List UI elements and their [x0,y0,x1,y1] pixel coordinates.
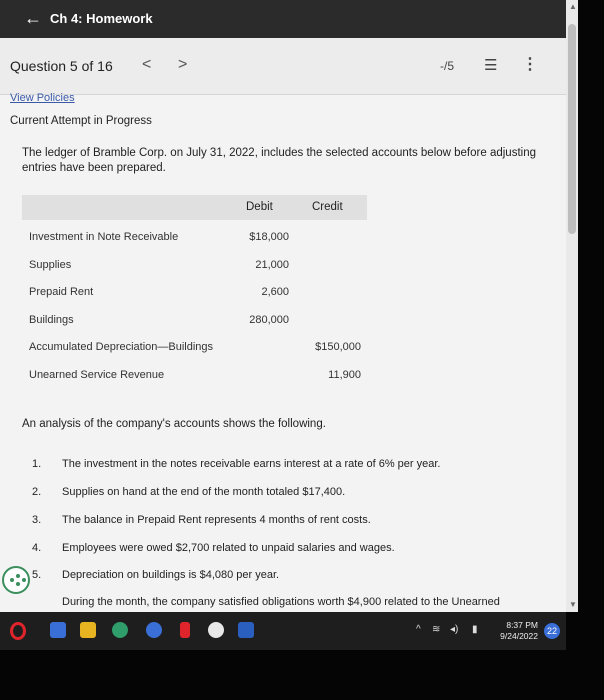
back-arrow-icon[interactable]: ← [24,8,42,28]
debit-value: $18,000 [249,231,289,243]
account-name: Investment in Note Receivable [29,231,179,243]
notification-badge[interactable]: 22 [544,623,560,639]
scroll-up-icon[interactable]: ▲ [569,2,577,11]
account-name: Supplies [29,259,72,271]
item-text: The balance in Prepaid Rent represents 4 months of rent costs. [62,514,371,526]
debit-value: 280,000 [249,314,289,326]
scroll-down-icon[interactable]: ▼ [569,600,577,609]
help-chat-icon[interactable] [2,566,30,594]
volume-icon[interactable]: ◂) [450,624,459,635]
assignment-title: Ch 4: Homework [50,11,153,26]
scrollbar-thumb[interactable] [568,24,576,234]
edge-icon[interactable] [112,622,128,638]
table-row [22,310,367,330]
item-number: 5. [32,569,42,581]
more-options-icon[interactable]: ⋮ [522,56,538,73]
table-row [22,365,367,385]
account-name: Accumulated Depreciation—Buildings [29,341,214,353]
item-text: The investment in the notes receivable earns interest at a rate of 6% per year. [62,458,441,470]
item-number: 1. [32,458,42,470]
list-item [22,596,542,612]
wifi-icon[interactable]: ≋ [432,624,441,635]
item-number: 4. [32,542,42,554]
tray-chevron-icon[interactable]: ^ [416,624,421,635]
item-number: 3. [32,514,42,526]
file-explorer-icon[interactable] [80,622,96,638]
debit-header: Debit [246,201,273,213]
account-name: Buildings [29,314,74,326]
time-text: 8:37 PM [506,620,538,630]
question-counter: Question 5 of 16 [10,58,113,74]
table-row [22,337,367,357]
app-red-icon[interactable] [180,622,190,638]
windows-taskbar [0,612,566,650]
question-intro: The ledger of Bramble Corp. on July 31, 2022, includes the selected accounts below before adjusting entries have been prepared. [22,147,536,174]
store-icon[interactable] [50,622,66,638]
list-item [22,569,542,589]
list-item [22,458,542,478]
debit-value: 21,000 [255,259,289,271]
browser-icon[interactable] [146,622,162,638]
next-question-button[interactable]: > [178,56,188,73]
item-text: Depreciation on buildings is $4,080 per year. [62,569,280,581]
top-bar [0,0,566,38]
credit-value: $150,000 [315,341,361,353]
item-text: Supplies on hand at the end of the month totaled $17,400. [62,486,346,498]
question-bar [0,38,566,95]
clock[interactable] [494,620,538,642]
account-name: Prepaid Rent [29,286,94,298]
word-icon[interactable] [238,622,254,638]
credit-value: 11,900 [328,369,361,381]
list-item [22,514,542,534]
question-list-icon[interactable]: ☰ [484,57,498,74]
opera-icon[interactable] [10,622,26,640]
item-text: Employees were owed $2,700 related to unpaid salaries and wages. [62,542,395,554]
credit-header: Credit [312,201,343,213]
table-row [22,255,367,275]
item-text: During the month, the company satisfied obligations worth $4,900 related to the Unearned [62,596,500,608]
table-row [22,282,367,302]
item-number: 2. [32,486,42,498]
previous-question-button[interactable]: < [142,56,152,73]
attempt-status: Current Attempt in Progress [10,115,152,127]
date-text: 9/24/2022 [500,631,538,641]
list-item [22,486,542,506]
view-policies-link[interactable]: View Policies [10,92,75,104]
score-display: -/5 [440,59,455,73]
account-name: Unearned Service Revenue [29,369,165,381]
vertical-scrollbar[interactable] [566,0,578,612]
question-content [0,130,566,612]
analysis-intro: An analysis of the company's accounts shows the following. [22,418,326,430]
ledger-header [22,195,367,220]
debit-value: 2,600 [261,286,289,298]
battery-icon[interactable]: ▮ [472,624,478,635]
table-row [22,227,367,247]
chrome-icon[interactable] [208,622,224,638]
list-item [22,542,542,562]
